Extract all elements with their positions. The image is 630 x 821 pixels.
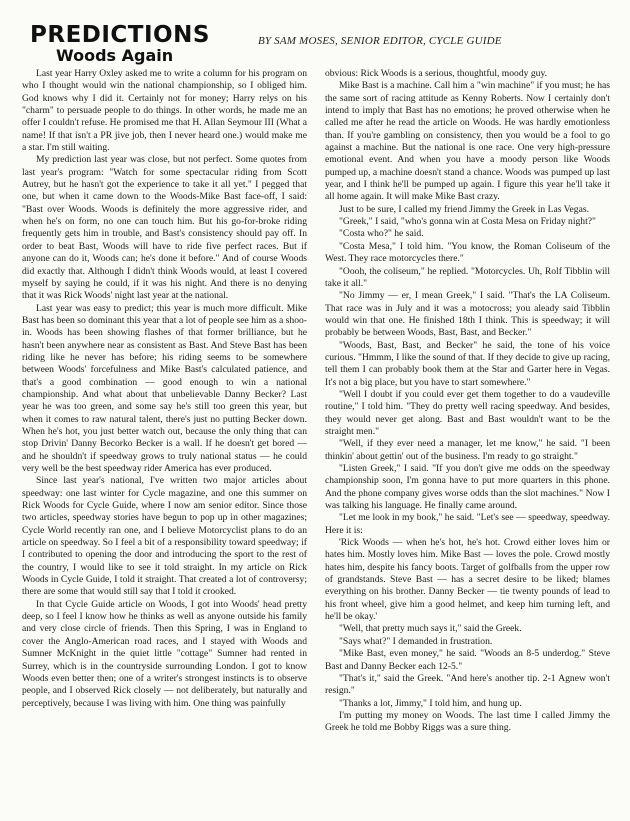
paragraph: My prediction last year was close, but not perfect. Some quotes from last year's program: "Watch for some spectacular riding from Scott Autrey, but he hasn't got the experience to take it all yet." I pegged that one, but when it came down to the Woods-Mike Bast face-off, I said: "Bast over Woods. Woods is definitely the more aggressive rider, and when he's on form, no one can touch him. But his go-for-broke riding frequently gets him in trouble, and Bast's consistency should pay off. In order to beat Bast, Woods will have to ride five perfect races. But if anyone can do it, Woods can; he's done it before." And of course Woods did exactly that. Although I didn't think Woods would, at least I covered myself by saying he could, if it was his night. And there is no denying that it was Rick Woods' night last year at the national. [22,154,307,302]
article-byline: BY SAM MOSES, SENIOR EDITOR, CYCLE GUIDE [258,35,502,47]
paragraph: "Listen Greek," I said. "If you don't give me odds on the speedway championship soon, I'm gonna have to put more quarters in this phone. And the phone company gives worse odds than the slot machines." Now I was talking his language. He finally came around. [325,463,610,512]
article-subtitle: Woods Again [56,46,174,65]
article-title: PREDICTIONS [30,22,210,48]
paragraph: "Thanks a lot, Jimmy," I told him, and hung up. [339,697,522,709]
paragraph: "Greek," I said, "who's gonna win at Costa Mesa on Friday night?" [339,216,596,228]
paragraph: 'Rick Woods — when he's hot, he's hot. Crowd either loves him or hates him. Mostly loves him. Mike Bast — loves the pole. Crowd mostly hates him, despite his fancy boots. Target of golfballs from the upper row of grandstands. Steve Bast — has a secret desire to be liked; blames everything on his brother. Danny Becker — tie twenty pounds of lead to his front wheel, give him a good helmet, and keep him turning left, and he'll be okay.' [325,537,610,623]
paragraph: "That's it," said the Greek. "And here's another tip. 2-1 Agnew won't resign." [325,672,610,697]
paragraph: "Costa Mesa," I told him. "You know, the Roman Coliseum of the West. They race motorcycles there." [325,240,610,265]
paragraph: "Costa who?" he said. [339,228,424,240]
paragraph: Mike Bast is a machine. Call him a "win machine" if you must; he has the same sort of racing attitude as Kenny Roberts. Now I certainly don't intend to imply that Bast has no emotions; he proved otherwise when he called me after he read the article on Woods. He was hardly emotionless than. If you're gambling on consistency, then you would be a fool to go against a machine. But the national is one race. One very high-pressure emotional event. And when you have a moody person like Woods pumped up, a machine doesn't stand a chance. Woods was pumped up last year, and I think he'll be pumped up again. I figure this year he'll take it all home again. It will make Mike Bast crazy. [325,80,610,203]
paragraph: I'm putting my money on Woods. The last time I called Jimmy the Greek he told me Bobby Riggs was a sure thing. [325,709,610,734]
left-column [22,68,307,735]
paragraph: "Well I doubt if you could ever get them together to do a vaudeville routine," I told him. "They do pretty well racing speedway. And besides, they would never get along. Bast and Bast wouldn't want to be the straight men." [325,388,610,437]
paragraph: "Says what?" I demanded in frustration. [339,635,493,647]
paragraph: "No Jimmy — er, I mean Greek," I said. "That's the LA Coliseum. That race was in July and it was a motocross; you aleady said Tibblin would win that one. He finished 18th I think. This is speedway; it will probably be between Woods, Bast, Bast, and Becker." [325,290,610,339]
paragraph: "Oooh, the coliseum," he replied. "Motorcycles. Uh, Rolf Tibblin will take it all." [325,265,610,289]
right-column [325,68,610,735]
paragraph: Last year was easy to predict; this year is much more difficult. Mike Bast has been so dominant this year that a lot of people see him as a shoo-in. Woods has been showing flashes of that former brilliance, but he hasn't been anywhere near as consistent as Bast. And Steve Bast has been riding like he never has before; his riding seems to be somewhere between Woods' forcefulness and Mike Bast's calculated patience, and that's a good combination — good enough to win a national championship. And what about that unbelievable Danny Becker? Last year he was too green, and some say he's still too green this year, but when it comes to raw natural talent, there's just no putting Becker down. When he's hot, you just better watch out, because the only thing that can stop Drivin' Danny Becorko Becker is a wall. If he doesn't get bored — and he shouldn't if speedway grows to truly national status — he could very well be the best speedway rider America has ever produced. [22,302,307,474]
paragraph: In that Cycle Guide article on Woods, I got into Woods' head pretty deep, so I feel I know how he thinks as well as anyone outside his family and very close circle of friends. Then this Spring, I was in England to cover the Anglo-American road races, and I stayed with Woods and Sumner McKnight in the quiet little "cottage" Sumner had rented in Surrey, which is in the countryside surrounding London. I got to know Woods even better then; one of a writer's strongest instincts is to observe people, and I observed Rick closely — not deliberately, but naturally and perceptively, because I was living with him. One thing was painfully [22,598,307,709]
paragraph: "Well, if they ever need a manager, let me know," he said. "I been thinkin' about gettin' out of the business. I'm ready to go straight." [325,438,610,462]
paragraph: Since last year's national, I've written two major articles about speedway: one last winter for Cycle magazine, and one this summer on Rick Woods for Cycle Guide, where I now am senior editor. Since those two articles, speedway stories have begun to pop up in other magazines; Cycle World recently ran one, and I believe Motorcyclist plans to do an article on speedway. So I feel a bit of a responsibility toward speedway; if I contributed to opening the door and introducing the sport to the rest of the country, I would like to see it told straight. In my article on Rick Woods in Cycle Guide, I told it straight. That created a lot of controversy; there are some that would still say that I told it crooked. [22,475,307,598]
article-body [22,68,610,735]
paragraph: "Well, that pretty much says it," said the Greek. [339,623,522,635]
article-header [22,22,610,68]
paragraph: Last year Harry Oxley asked me to write a column for his program on who I thought would win the national championship, so I obliged him. God knows why I did it. Certainly not for money; Harry relys on his "charm" to persuade people to do things. In other words, he made me an offer I couldn't refuse. He promised me that H. Allan Seymour III (What a name! If that isn't a PR jive job, then I never heard one.) would make me a star. I'm still waiting. [22,68,307,154]
paragraph: Just to be sure, I called my friend Jimmy the Greek in Las Vegas. [339,203,589,215]
paragraph: "Mike Bast, even money," he said. "Woods an 8-5 underdog." Steve Bast and Danny Becker each 12-5." [325,648,610,672]
paragraph: "Woods, Bast, Bast, and Becker" he said, the tone of his voice curious. "Hmmm, I like the sound of that. If they decide to give up racing, tell them I can probably book them at the Star and Garter here in Vegas. It's not a big place, but you have to start somewhere." [325,339,610,388]
paragraph: "Let me look in my book," he said. "Let's see — speedway, speedway. Here it is: [325,512,610,536]
paragraph: obvious: Rick Woods is a serious, thoughtful, moody guy. [325,68,548,79]
